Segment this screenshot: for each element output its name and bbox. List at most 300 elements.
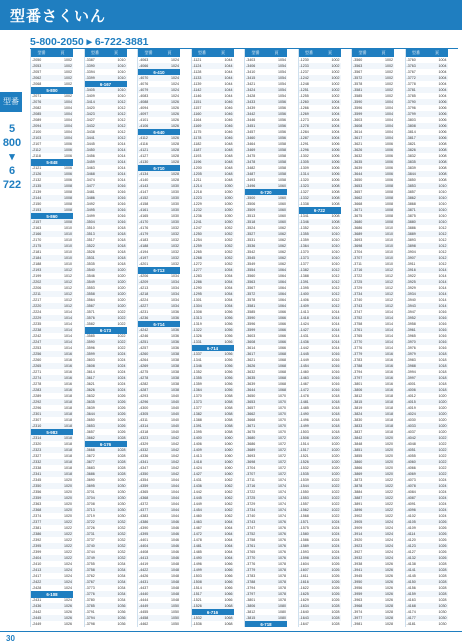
page-ref: 1020 (438, 406, 447, 410)
page-ref: 1014 (438, 286, 447, 290)
page-ref: 1012 (438, 256, 447, 260)
page-ref: 1016 (331, 352, 340, 356)
page-ref: 1048 (224, 178, 233, 182)
header-page: 頁 (381, 50, 386, 55)
table-row[interactable] (192, 621, 234, 627)
model-number: -1332 (299, 196, 309, 200)
model-number: -3767 (85, 580, 95, 584)
model-number: -1499 (299, 424, 309, 428)
model-number: -1250 (192, 232, 202, 236)
page-ref: 1036 (117, 622, 126, 626)
page-ref: 1022 (64, 520, 72, 524)
model-number: -3758 (246, 538, 256, 542)
model-number: -3826 (406, 148, 416, 152)
page-ref: 1024 (438, 502, 447, 506)
model-number: -4188 (139, 244, 149, 248)
page-ref: 1058 (278, 166, 286, 170)
model-number: -4159 (406, 592, 416, 596)
model-number: -2235 (32, 322, 42, 326)
page-ref: 1026 (331, 562, 340, 566)
model-number: -2323 (32, 448, 42, 452)
page-ref: 1006 (64, 148, 72, 152)
model-number: -1445 (299, 352, 309, 356)
model-number: -3518 (246, 220, 256, 224)
model-number: -4318 (139, 430, 149, 434)
page-ref: 1022 (117, 346, 126, 350)
page-ref: 1014 (117, 142, 126, 146)
page-ref: 1034 (171, 286, 179, 290)
page-ref: 1026 (438, 538, 447, 542)
page-ref: 1034 (117, 592, 126, 596)
page-ref: 1032 (171, 250, 179, 254)
model-number: -4012 (406, 394, 416, 398)
model-number: -1265 (192, 250, 202, 254)
model-number: -3770 (353, 340, 363, 344)
model-number: -3549 (85, 280, 95, 284)
model-number: -1326 (192, 334, 202, 338)
page-ref: 1004 (64, 136, 72, 140)
header-model: 型番 (358, 50, 367, 55)
model-number: -1454 (299, 364, 309, 368)
model-number: -1449 (299, 358, 309, 362)
model-number: -3731 (85, 532, 95, 536)
model-number: -3522 (85, 244, 95, 248)
page-title: 型番さくいん (10, 8, 107, 25)
page-ref: 1030 (438, 604, 447, 608)
model-number: -3850 (406, 178, 416, 182)
model-number: -3740 (85, 544, 95, 548)
page-ref: 1018 (64, 418, 72, 422)
model-number: -1604 (299, 562, 309, 566)
page-ref: 1018 (438, 382, 447, 386)
page-ref: 1006 (64, 154, 72, 158)
page-ref: 1014 (385, 340, 393, 344)
page-ref: 1010 (331, 256, 340, 260)
index-column (244, 49, 287, 627)
model-number: -3686 (246, 442, 256, 446)
model-number: -3581 (353, 88, 363, 92)
page-ref: 1010 (64, 256, 72, 260)
model-number: -1302 (299, 154, 309, 158)
page-ref: 1024 (438, 490, 447, 494)
model-number: -3626 (85, 388, 95, 392)
model-number: -1503 (192, 574, 202, 578)
model-number: -3929 (406, 286, 416, 290)
model-number: -4209 (139, 280, 149, 284)
model-number: -3916 (406, 268, 416, 272)
model-number: -3868 (406, 202, 416, 206)
page-ref: 1020 (64, 490, 72, 494)
page-ref: 1004 (64, 130, 72, 134)
page-ref: 1028 (331, 616, 340, 620)
model-number: -2374 (32, 514, 42, 518)
page-ref: 1058 (278, 172, 286, 176)
model-number: -4218 (139, 292, 149, 296)
page-ref: 1032 (171, 256, 179, 260)
page-ref: 1024 (438, 496, 447, 500)
model-number: -3976 (406, 346, 416, 350)
column-header (192, 49, 234, 57)
page-ref: 1036 (117, 610, 126, 614)
model-number: -2166 (32, 232, 42, 236)
page-ref: 1026 (171, 106, 179, 110)
page-ref: 1032 (117, 550, 126, 554)
model-number: -3760 (406, 58, 416, 62)
model-number: -3729 (246, 502, 256, 506)
model-number: -3608 (85, 364, 95, 368)
model-number: -3842 (353, 436, 363, 440)
page-ref: 1066 (278, 328, 286, 332)
model-number: -3433 (246, 100, 256, 104)
page-ref: 1006 (438, 118, 447, 122)
model-number: -2094 (32, 124, 42, 128)
model-number: -4030 (406, 418, 416, 422)
page-ref: 1014 (385, 310, 393, 314)
model-number: -1431 (192, 478, 202, 482)
model-number: -4015 (406, 400, 416, 404)
page-ref: 1066 (278, 340, 286, 344)
model-number: -2363 (32, 502, 42, 506)
model-number: -3938 (353, 562, 363, 566)
section-label: 6-714 (192, 345, 234, 352)
model-number: -3725 (353, 280, 363, 284)
page-ref: 1016 (117, 202, 126, 206)
page-ref: 1004 (438, 94, 447, 98)
page-ref: 1018 (64, 460, 72, 464)
model-number: -3970 (406, 340, 416, 344)
page-ref: 1024 (385, 526, 393, 530)
model-number: -3495 (85, 208, 95, 212)
page-ref: 1042 (171, 448, 179, 452)
model-number: -1254 (192, 238, 202, 242)
page-ref: 1030 (117, 484, 126, 488)
model-number: -2224 (32, 310, 42, 314)
page-ref: 1064 (278, 298, 286, 302)
page-ref: 1060 (224, 460, 233, 464)
model-number: -1352 (192, 370, 202, 374)
page-ref: 1012 (117, 130, 126, 134)
page-ref: 1062 (278, 262, 286, 266)
model-number: -4422 (139, 568, 149, 572)
page-ref: 1010 (438, 208, 447, 212)
page-ref: 1014 (385, 328, 393, 332)
index-table (30, 48, 458, 627)
model-number: -1467 (192, 526, 202, 530)
page-ref: 1016 (64, 382, 72, 386)
model-number: -3983 (406, 358, 416, 362)
model-number: -4455 (139, 610, 149, 614)
model-number: -2193 (32, 268, 42, 272)
model-number: -3797 (353, 376, 363, 380)
section-label: 6-722 (299, 207, 341, 214)
side-tab[interactable]: 型番 (0, 92, 22, 112)
page-ref: 1024 (331, 556, 340, 560)
page-ref: 1006 (385, 166, 393, 170)
page-ref: 1020 (385, 442, 393, 446)
model-number: -1406 (299, 298, 309, 302)
page-ref: 1012 (385, 304, 393, 308)
page-ref: 1048 (171, 580, 179, 584)
model-number: -3527 (246, 232, 256, 236)
page-ref: 1004 (64, 106, 72, 110)
model-number: -3898 (406, 244, 416, 248)
model-number: -3743 (353, 304, 363, 308)
model-number: -4354 (139, 478, 149, 482)
model-number: -3474 (85, 178, 95, 182)
page-ref: 1016 (64, 376, 72, 380)
page-ref: 1028 (117, 472, 126, 476)
model-number: -4168 (406, 604, 416, 608)
model-number: -2107 (32, 142, 42, 146)
page-ref: 1026 (385, 598, 393, 602)
page-ref: 1006 (331, 172, 340, 176)
model-number: -1598 (299, 556, 309, 560)
table-row[interactable] (406, 621, 448, 627)
page-ref: 1028 (117, 454, 126, 458)
page-ref: 1030 (117, 502, 126, 506)
page-ref: 1036 (171, 328, 179, 332)
model-number: -3704 (85, 496, 95, 500)
page-ref: 1056 (278, 136, 286, 140)
page-ref: 1070 (278, 424, 286, 428)
page-ref: 1070 (278, 412, 286, 416)
page-ref: 1020 (64, 502, 72, 506)
section-label: 5-800 (31, 87, 73, 94)
page-ref: 1024 (331, 532, 340, 536)
table-row[interactable] (85, 621, 127, 627)
page-ref: 1004 (64, 112, 72, 116)
model-number: -1521 (299, 454, 309, 458)
section-label: 6-410 (138, 69, 180, 76)
model-number: -2399 (32, 550, 42, 554)
model-number: -2211 (32, 292, 41, 296)
page-ref: 1008 (64, 202, 72, 206)
page-ref: 1034 (171, 274, 179, 278)
model-number: -3441 (85, 136, 95, 140)
page-ref: 1056 (224, 322, 233, 326)
model-number: -1418 (192, 460, 202, 464)
table-row[interactable] (299, 621, 341, 627)
model-number: -4236 (139, 316, 149, 320)
model-number: -2359 (32, 496, 42, 500)
model-number: -2100 (32, 130, 42, 134)
model-number: -4181 (406, 622, 416, 626)
page-ref: 1036 (171, 310, 179, 314)
model-number: -3693 (353, 238, 363, 242)
model-number: -1643 (299, 616, 309, 620)
model-number: -4121 (139, 148, 149, 152)
page-ref: 1062 (224, 514, 233, 518)
page-ref: 1064 (224, 532, 233, 536)
page-ref: 1042 (171, 436, 179, 440)
model-number: -3603 (85, 358, 95, 362)
page-ref: 1068 (224, 604, 233, 608)
page-ref: 1008 (385, 196, 393, 200)
model-number: -1331 (192, 340, 202, 344)
page-ref: 1008 (438, 160, 447, 164)
page-ref: 1008 (385, 220, 393, 224)
header-model: 型番 (305, 50, 313, 55)
page-ref: 1062 (278, 226, 286, 230)
model-number: -3765 (353, 334, 363, 338)
column-header (138, 49, 180, 57)
page-ref: 1048 (171, 568, 179, 572)
page-ref: 1022 (117, 310, 126, 314)
model-number: -4152 (139, 196, 149, 200)
page-ref: 1016 (331, 376, 340, 380)
page-ref: 1006 (331, 154, 340, 158)
model-number: -4091 (406, 502, 416, 506)
table-row[interactable] (31, 621, 73, 627)
page-ref: 1072 (278, 472, 286, 476)
model-number: -3902 (353, 514, 363, 518)
page-ref: 1080 (278, 604, 286, 608)
page-ref: 1008 (385, 208, 393, 212)
model-number: -2256 (32, 352, 42, 356)
table-row[interactable] (138, 621, 180, 627)
page-ref: 1022 (438, 442, 447, 446)
model-number: -4096 (406, 508, 416, 512)
model-number: -3662 (353, 196, 363, 200)
model-number: -4138 (406, 562, 416, 566)
model-number: -4163 (406, 598, 416, 602)
page-ref: 1004 (385, 100, 393, 104)
model-number: -2181 (32, 250, 42, 254)
page-ref: 1070 (278, 430, 286, 434)
model-number: -4165 (139, 214, 149, 218)
model-number: -3704 (353, 250, 363, 254)
model-number: -3814 (406, 130, 416, 134)
model-number: -4242 (139, 328, 149, 332)
model-number: -3968 (353, 604, 363, 608)
model-number: -4019 (406, 406, 416, 410)
page-ref: 1038 (171, 370, 179, 374)
model-number: -3662 (85, 436, 95, 440)
model-number: -3560 (246, 274, 256, 278)
page-ref: 1062 (278, 232, 286, 236)
model-number: -3644 (246, 388, 256, 392)
page-ref: 1056 (224, 382, 233, 386)
model-number: -3713 (85, 508, 95, 512)
page-ref: 1056 (224, 316, 233, 320)
model-number: -4132 (406, 556, 416, 560)
model-number: -3743 (246, 520, 256, 524)
side-range-line: 5 (8, 123, 16, 135)
model-number: -3445 (85, 142, 95, 146)
index-column (30, 49, 73, 627)
model-number: -3947 (406, 310, 416, 314)
model-number: -2377 (32, 520, 42, 524)
model-number: -1427 (299, 328, 309, 332)
model-number: -2413 (32, 568, 42, 572)
page-ref: 1050 (224, 184, 233, 188)
model-number: -3758 (85, 568, 95, 572)
page-ref: 1010 (331, 244, 340, 248)
page-ref: 1028 (171, 148, 179, 152)
page-ref: 1016 (331, 382, 340, 386)
page-ref: 1070 (278, 418, 286, 422)
page-ref: 1018 (331, 394, 340, 398)
model-number: -4350 (139, 472, 149, 476)
model-number: -4006 (406, 388, 416, 392)
side-range-line: ▾ (9, 151, 15, 163)
page-ref: 1060 (278, 202, 286, 206)
page-ref: 1018 (64, 406, 72, 410)
model-number: -1128 (192, 70, 202, 74)
model-number: -3740 (246, 514, 256, 518)
page-ref: 1026 (117, 418, 126, 422)
page-ref: 1030 (117, 490, 126, 494)
page-ref: 1044 (171, 496, 179, 500)
model-number: -4404 (139, 544, 149, 548)
page-ref: 1004 (64, 118, 72, 122)
page-ref: 1012 (331, 298, 340, 302)
section-label: 5-848 (31, 159, 73, 166)
model-number: -1478 (192, 538, 202, 542)
page-ref: 1026 (64, 616, 72, 620)
page-ref: 1010 (438, 214, 447, 218)
page-ref: 1024 (385, 532, 393, 536)
page-ref: 1010 (117, 70, 126, 74)
page-ref: 1064 (278, 286, 286, 290)
model-number: -1139 (192, 82, 202, 86)
model-number: -4462 (139, 622, 149, 626)
model-number: -4069 (406, 472, 416, 476)
model-number: -2163 (32, 226, 42, 230)
page-ref: 1028 (117, 460, 126, 464)
section-label: 5-983 (31, 429, 73, 436)
table-row[interactable] (352, 621, 394, 627)
model-number: -3806 (246, 604, 256, 608)
page-ref: 1014 (64, 334, 72, 338)
page-ref: 1024 (438, 514, 447, 518)
model-number: -4076 (139, 82, 149, 86)
model-number: -4088 (139, 100, 149, 104)
page-ref: 1006 (64, 178, 72, 182)
model-number: -1193 (192, 154, 202, 158)
page-ref: 1062 (224, 496, 233, 500)
model-number: -1409 (192, 448, 202, 452)
page-ref: 1050 (224, 208, 233, 212)
model-number: -3765 (246, 550, 256, 554)
page-ref: 1014 (385, 334, 393, 338)
model-number: -3708 (85, 502, 95, 506)
model-number: -3686 (85, 472, 95, 476)
model-number: -1532 (299, 466, 309, 470)
page-ref: 1018 (64, 394, 72, 398)
page-ref: 1056 (224, 310, 233, 314)
page-ref: 1004 (385, 112, 393, 116)
page-ref: 1056 (278, 100, 286, 104)
page-ref: 1076 (278, 526, 286, 530)
page-ref: 1006 (385, 142, 393, 146)
model-number: -1508 (192, 580, 202, 584)
model-number: -3830 (353, 418, 363, 422)
page-ref: 1024 (117, 358, 126, 362)
page-ref: 1014 (331, 316, 340, 320)
page-ref: 1002 (385, 64, 393, 68)
page-ref: 1032 (117, 538, 126, 542)
model-number: -3925 (406, 280, 416, 284)
index-column (351, 49, 394, 627)
page-ref: 1014 (64, 328, 72, 332)
page-ref: 1062 (224, 502, 233, 506)
page-ref: 1034 (117, 574, 126, 578)
model-number: -1463 (192, 520, 202, 524)
page-ref: 1008 (64, 196, 72, 200)
model-number: -3477 (85, 184, 95, 188)
model-number: -3711 (353, 262, 362, 266)
